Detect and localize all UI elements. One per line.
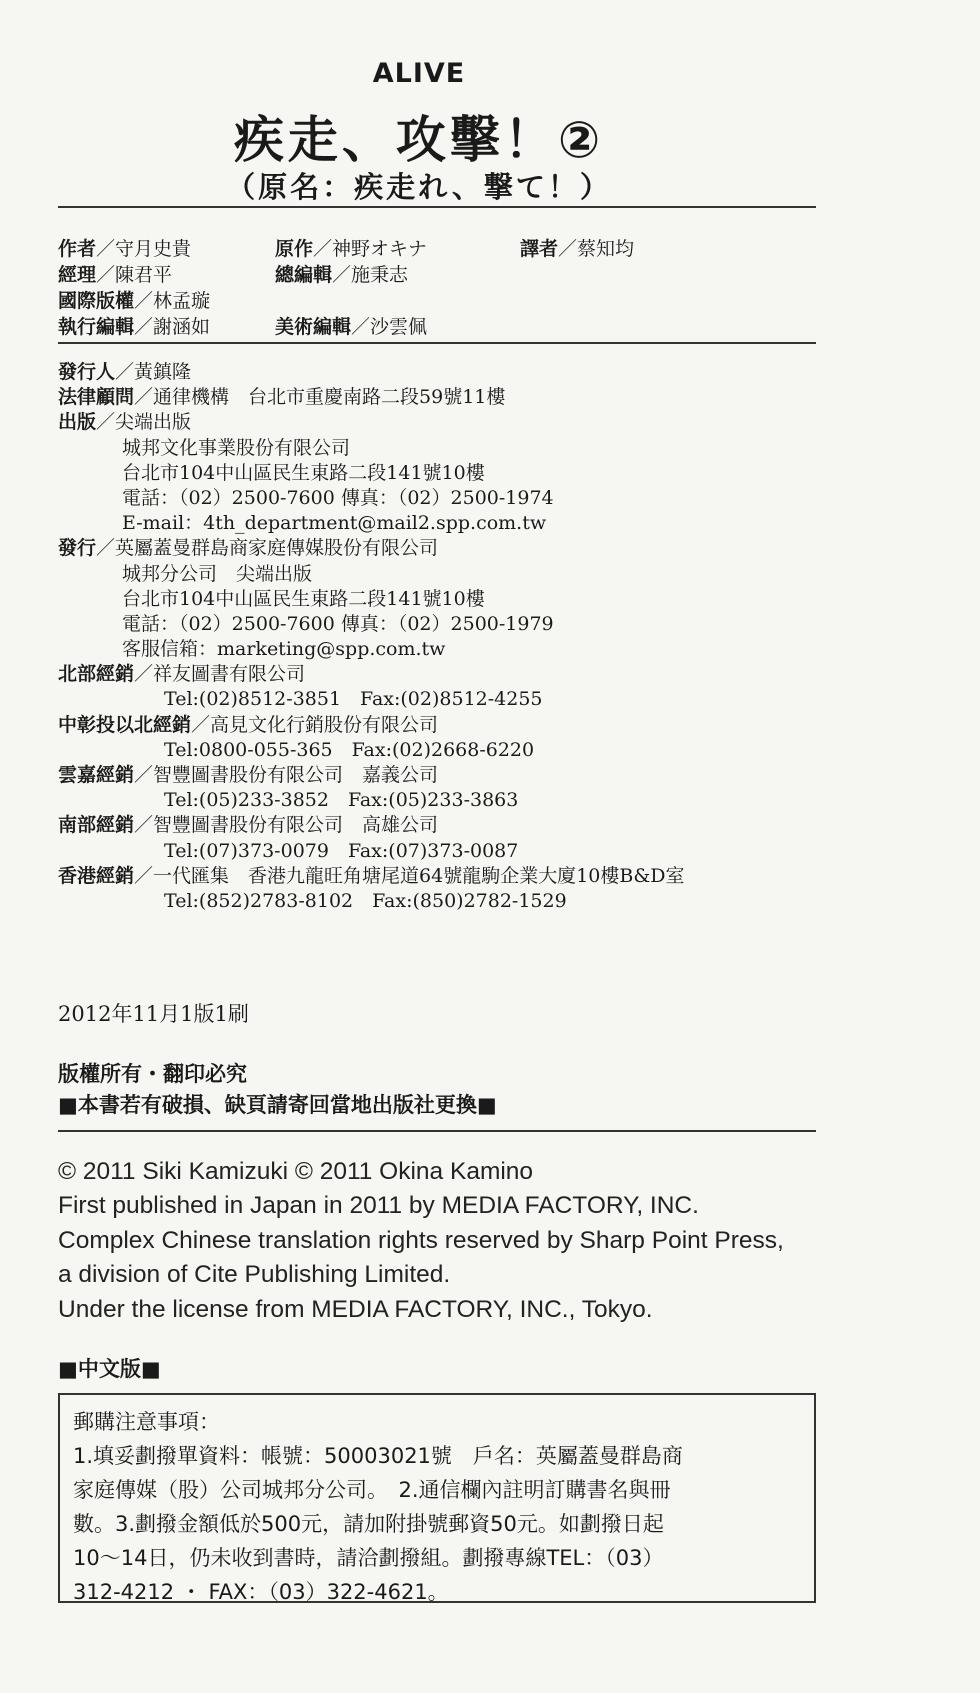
publishing-label: 法律顧問: [58, 386, 135, 409]
publishing-value: Tel:(852)2783-8102 Fax:(850)2782-1529: [164, 889, 567, 912]
copyright-line: First published in Japan in 2011 by MEDIA FACTORY, INC.: [58, 1192, 699, 1220]
publishing-value: ／智豐圖書股份有限公司 嘉義公司: [134, 764, 439, 786]
publishing-value: 電話：（02）2500-7600 傳真：（02）2500-1979: [122, 612, 554, 635]
credits-row: [58, 260, 838, 286]
credits-row: [58, 286, 838, 312]
publishing-value: ／英屬蓋曼群島商家庭傳媒股份有限公司: [96, 537, 439, 560]
credits-row: [58, 312, 838, 338]
publishing-label: 北部經銷: [58, 663, 135, 686]
publishing-value: 電話：（02）2500-7600 傳真：（02）2500-1974: [122, 486, 554, 509]
credit-manager: 經理／陳君平: [58, 264, 173, 286]
credit-original-author: 原作／神野オキナ: [275, 238, 428, 260]
notice-line: 郵購注意事項：: [73, 1410, 220, 1434]
publishing-value: ／高見文化行銷股份有限公司: [191, 713, 439, 736]
credits-block: [58, 234, 838, 338]
publishing-label: 中彰投以北經銷: [58, 713, 192, 736]
original-title: （原名：疾走れ、撃て！）: [226, 170, 612, 204]
publishing-line: [58, 889, 858, 914]
publishing-value: 城邦文化事業股份有限公司: [122, 436, 351, 459]
divider-middle: [58, 342, 816, 344]
mail-order-notice: [58, 1393, 816, 1603]
publishing-line: [58, 436, 858, 461]
notice-line: 數。3.劃撥金額低於500元，請加附掛號郵資50元。如劃撥日起: [73, 1512, 664, 1536]
notice-line: 1.填妥劃撥單資料：帳號：50003021號 戶名：英屬蓋曼群島商: [73, 1444, 683, 1468]
rights-reserved: 版權所有・翻印必究: [58, 1062, 247, 1086]
publishing-label: 雲嘉經銷: [58, 764, 135, 786]
publishing-value: ／通律機構 台北市重慶南路二段59號11樓: [134, 386, 506, 409]
publishing-label: 發行: [58, 537, 97, 560]
publishing-value: ／一代匯集 香港九龍旺角塘尾道64號龍駒企業大廈10樓B&D室: [134, 864, 685, 887]
divider-top: [58, 206, 816, 208]
publishing-line: [58, 713, 858, 738]
publishing-value: ／尖端出版: [96, 411, 192, 434]
credit-intl-rights: 國際版權／林孟璇: [58, 290, 211, 312]
credits-row: [58, 234, 838, 260]
publishing-line: [58, 763, 858, 788]
credit-chief-editor: 總編輯／施秉志: [275, 264, 409, 286]
publishing-line: [58, 612, 858, 637]
copyright-line: Under the license from MEDIA FACTORY, INC., Tokyo.: [58, 1295, 653, 1323]
copyright-line: Complex Chinese translation rights reserved by Sharp Point Press,: [58, 1226, 784, 1254]
english-copyright: [58, 1155, 784, 1327]
credit-art-editor: 美術編輯／沙雲佩: [275, 316, 428, 338]
publishing-line: [58, 562, 858, 587]
publishing-value: Tel:(05)233-3852 Fax:(05)233-3863: [164, 789, 519, 812]
publishing-value: 客服信箱：marketing@spp.com.tw: [122, 638, 446, 661]
notice-line: 家庭傳媒（股）公司城邦分公司。 2.通信欄內註明訂購書名與冊: [73, 1478, 671, 1502]
publishing-label: 香港經銷: [58, 864, 135, 887]
notice-line: 10～14日，仍未收到書時，請洽劃撥組。劃撥專線TEL：（03）: [73, 1546, 664, 1570]
publishing-value: Tel:(02)8512-3851 Fax:(02)8512-4255: [164, 688, 543, 711]
publishing-line: [58, 385, 858, 410]
return-policy: ■本書若有破損、缺頁請寄回當地出版社更換■: [58, 1093, 497, 1117]
book-title: 疾走、攻擊！②: [233, 111, 605, 169]
publishing-line: [58, 788, 858, 813]
publishing-value: ／祥友圖書有限公司: [134, 663, 306, 686]
rights-block: [58, 1059, 497, 1121]
publishing-line: [58, 486, 858, 511]
publishing-line: [58, 813, 858, 838]
publishing-line: [58, 738, 858, 763]
publishing-line: [58, 864, 858, 889]
publishing-value: 台北市104中山區民生東路二段141號10樓: [122, 587, 485, 610]
credit-author: 作者／守月史貴: [58, 238, 192, 260]
publishing-label: 出版: [58, 411, 97, 434]
publishing-line: [58, 360, 858, 385]
publishing-info: [58, 360, 858, 914]
publishing-value: ／智豐圖書股份有限公司 高雄公司: [134, 814, 439, 837]
publishing-line: [58, 839, 858, 864]
copyright-line: © 2011 Siki Kamizuki © 2011 Okina Kamino: [58, 1158, 534, 1185]
publishing-value: ／黃鎮隆: [115, 361, 192, 383]
publishing-line: [58, 410, 858, 435]
edition-date: 2012年11月1版1刷: [58, 1002, 249, 1026]
copyright-line: a division of Cite Publishing Limited.: [58, 1261, 451, 1289]
publishing-line: [58, 687, 858, 712]
credit-translator: 譯者／蔡知均: [520, 238, 635, 260]
publishing-line: [58, 662, 858, 687]
notice-line: 312-4212 ・ FAX：（03）322-4621。: [73, 1580, 449, 1604]
publishing-label: 南部經銷: [58, 814, 135, 837]
publishing-line: [58, 461, 858, 486]
publishing-line: [58, 587, 858, 612]
publishing-value: Tel:0800-055-365 Fax:(02)2668-6220: [164, 738, 535, 761]
credit-executive-editor: 執行編輯／謝涵如: [58, 316, 211, 338]
publishing-line: [58, 511, 858, 536]
publishing-line: [58, 637, 858, 662]
chinese-edition-label: ■中文版■: [58, 1357, 161, 1381]
publishing-value: 台北市104中山區民生東路二段141號10樓: [122, 461, 485, 484]
publishing-value: 城邦分公司 尖端出版: [122, 562, 313, 585]
publishing-value: Tel:(07)373-0079 Fax:(07)373-0087: [164, 839, 519, 862]
divider-bottom: [58, 1130, 816, 1132]
publishing-label: 發行人: [58, 361, 116, 383]
publishing-value: E-mail：4th_department@mail2.spp.com.tw: [122, 512, 547, 535]
publishing-line: [58, 536, 858, 561]
series-name: ALIVE: [372, 58, 466, 89]
